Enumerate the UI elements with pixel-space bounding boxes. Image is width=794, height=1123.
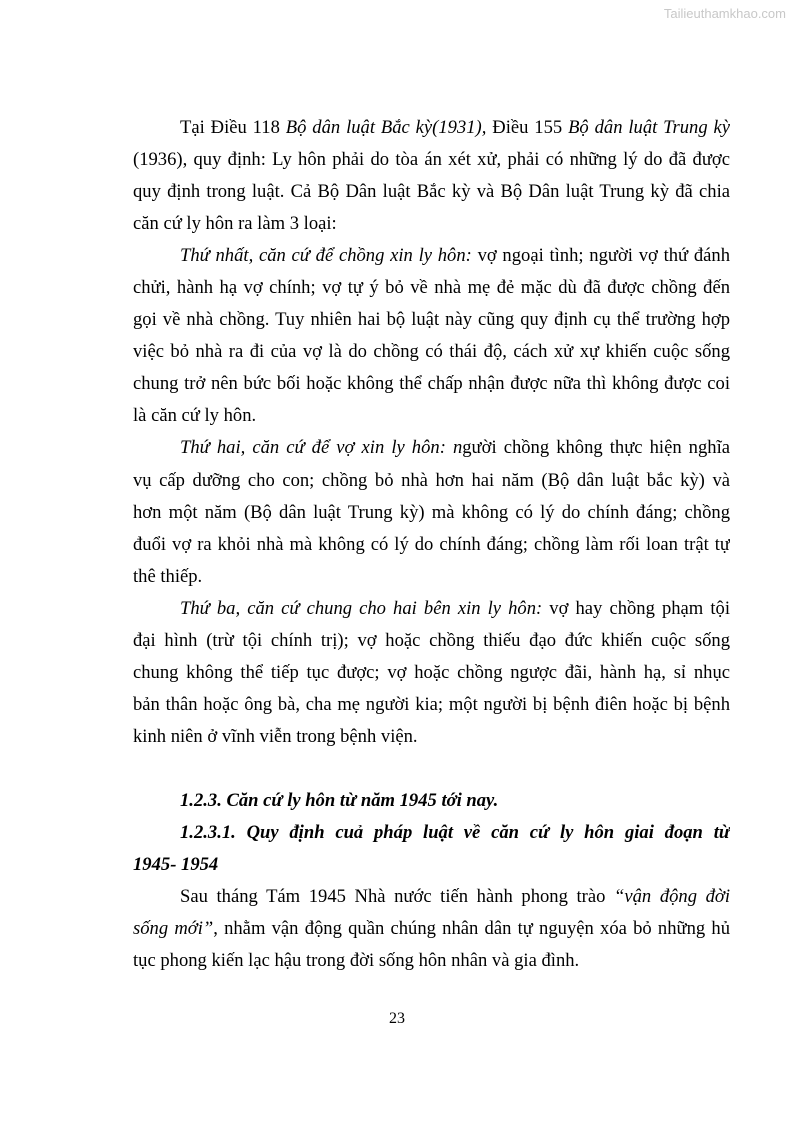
body-text: , nhằm vận động quần chúng nhân dân tự nguyện xóa bỏ những hủ xyxy=(213,918,730,940)
italic-text: Bộ dân luật Trung kỳ xyxy=(568,117,730,138)
italic-text: Thứ nhất, căn cứ để chồng xin ly hôn: xyxy=(180,245,472,267)
body-text: chung không thể tiếp tục được; vợ hoặc chồng ngược đãi, hành hạ, sỉ nhục xyxy=(133,661,730,683)
document-body xyxy=(133,112,730,977)
body-text: bản thân hoặc ông bà, cha mẹ người kia; một người bị bệnh điên hoặc bị bệnh xyxy=(133,693,730,715)
body-text: đuổi vợ ra khỏi nhà mà không có lý do chính đáng; chồng làm rối loan trật tự xyxy=(133,533,730,555)
text-line xyxy=(133,304,730,336)
body-text: quy định trong luật. Cả Bộ Dân luật Bắc kỳ và Bộ Dân luật Trung kỳ đã chia xyxy=(133,181,730,203)
body-text: kinh niên ở vĩnh viễn trong bệnh viện. xyxy=(133,725,418,747)
body-text: là căn cứ ly hôn. xyxy=(133,405,257,427)
body-text: tục phong kiến lạc hậu trong đời sống hôn nhân và gia đình. xyxy=(133,950,580,972)
text-line xyxy=(133,657,730,689)
italic-text: sống mới” xyxy=(133,918,214,940)
body-text: Điều 155 xyxy=(486,117,569,138)
text-line xyxy=(133,753,730,785)
text-line xyxy=(133,497,730,529)
text-line xyxy=(133,561,730,593)
text-line xyxy=(133,112,730,144)
body-text: chửi, hành hạ vợ chính; vợ tự ý bỏ về nhà mẹ đẻ mặc dù đã được chồng đến xyxy=(133,277,730,299)
heading-text: 1945- 1954 xyxy=(133,854,219,876)
text-line xyxy=(133,817,730,849)
text-line xyxy=(133,913,730,945)
watermark: Tailieuthamkhao.com xyxy=(663,6,786,21)
heading-text: 1.2.3. Căn cứ ly hôn từ năm 1945 tới nay. xyxy=(180,789,499,811)
italic-text: Thứ ba, căn cứ chung cho hai bên xin ly hôn: xyxy=(180,597,550,619)
page-number: 23 xyxy=(389,1010,405,1027)
body-text: vụ cấp dưỡng cho con; chồng bỏ nhà hơn hai năm (Bộ dân luật bắc kỳ) và xyxy=(133,469,730,491)
italic-text: “vận động đời xyxy=(614,886,730,908)
text-line xyxy=(133,945,730,977)
text-line xyxy=(133,368,730,400)
italic-text: Bộ dân luật Bắc kỳ(1931), xyxy=(285,117,487,138)
text-line xyxy=(133,144,730,176)
body-text: gọi về nhà chồng. Tuy nhiên hai bộ luật này cũng quy định cụ thể trường hợp xyxy=(133,309,730,331)
text-line xyxy=(133,336,730,368)
body-text: hơn một năm (Bộ dân luật Trung kỳ) mà không có lý do chính đáng; chồng xyxy=(133,501,730,523)
body-text: đại hình (trừ tội chính trị); vợ hoặc chồng thiếu đạo đức khiến cuộc sống xyxy=(133,629,730,651)
body-text: vợ ngoại tình; người vợ thứ đánh xyxy=(471,245,730,267)
body-text: gười chồng không thực hiện nghĩa xyxy=(462,437,730,459)
text-line xyxy=(133,721,730,753)
body-text: việc bỏ nhà ra đi của vợ là do chồng có thái độ, cách xử xự khiến cuộc sống xyxy=(133,341,730,363)
body-text: căn cứ ly hôn ra làm 3 loại: xyxy=(133,213,337,235)
body-text: Sau tháng Tám 1945 Nhà nước tiến hành phong trào xyxy=(180,886,615,908)
text-line xyxy=(133,465,730,497)
text-line xyxy=(133,689,730,721)
text-line xyxy=(133,240,730,272)
body-text: (1936), quy định: Ly hôn phải do tòa án xét xử, phải có những lý do đã được xyxy=(133,149,730,171)
text-line xyxy=(133,625,730,657)
text-line xyxy=(133,881,730,913)
heading-text: 1.2.3.1. Quy định cuả pháp luật về căn cứ ly hôn giai đoạn từ xyxy=(180,822,730,844)
text-line xyxy=(133,272,730,304)
body-text: Tại Điều 118 xyxy=(180,117,286,138)
text-line xyxy=(133,432,730,464)
text-line xyxy=(133,849,730,881)
text-line xyxy=(133,176,730,208)
text-line xyxy=(133,593,730,625)
body-text: thê thiếp. xyxy=(133,565,203,587)
text-line xyxy=(133,208,730,240)
text-line xyxy=(133,785,730,817)
text-line xyxy=(133,400,730,432)
body-text: chung trở nên bức bối hoặc không thể chấp nhận được nữa thì không được coi xyxy=(133,373,730,395)
italic-text: Thứ hai, căn cứ để vợ xin ly hôn: n xyxy=(180,437,463,459)
text-line xyxy=(133,529,730,561)
body-text: vợ hay chồng phạm tội xyxy=(549,597,730,619)
